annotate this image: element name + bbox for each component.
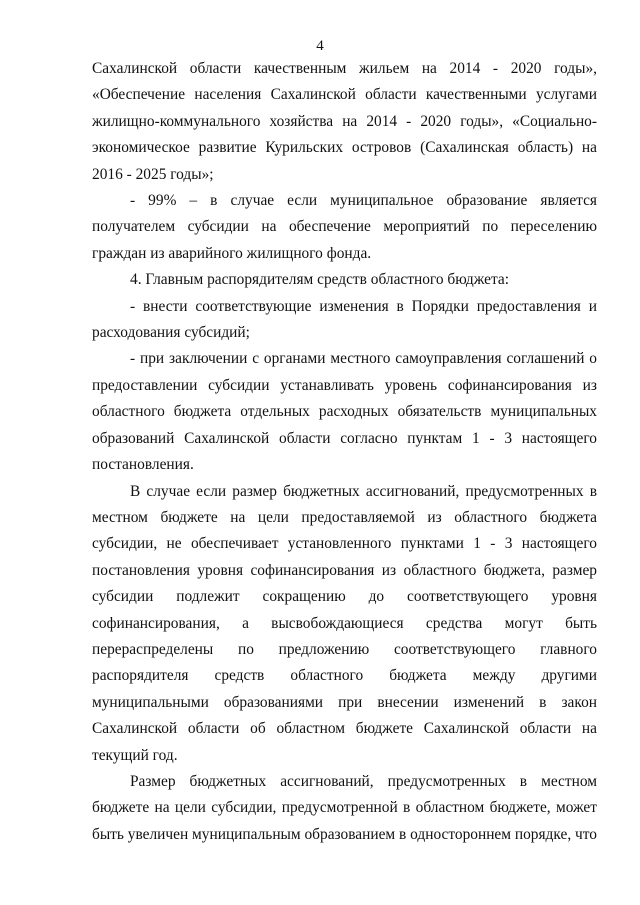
paragraph-amend-procedures: - внести соответствующие изменения в Порядки предоставления и расходования субсидий; xyxy=(92,297,597,342)
paragraph-99-percent: - 99% – в случае если муниципальное образование является получателем субсидии на обеспечение мероприятий по переселению граждан из аварийного жилищного фонда. xyxy=(92,192,597,262)
page-number: 4 xyxy=(316,38,324,54)
paragraph-agreements: - при заключении с органами местного самоуправления соглашений о предоставлении субсидии устанавливать уровень софинансирования из областного бюджета отдельных расходных обязательств муниципальных образований Сахалинской области согласно пунктам 1 - 3 настоящего постановления. xyxy=(92,350,597,474)
paragraph-program-list: Сахалинской области качественным жильем на 2014 - 2020 годы», «Обеспечение населения Сахалинской области качественными услугами жилищно-коммунального хозяйства на 2014 - 2020 годы», «Социально-экономическое развитие Курильских островов (Сахалинская область) на 2016 - 2025 годы»; xyxy=(92,60,597,183)
document-body xyxy=(92,56,597,848)
paragraph-budget-reduction: В случае если размер бюджетных ассигнований, предусмотренных в местном бюджете на цели предоставляемой из областного бюджета субсидии, не обеспечивает установленного пунктами 1 - 3 настоящего постановления уровня софинансирования из областного бюджета, размер субсидии подлежит сокращению до соответствующего уровня софинансирования, а высвобождающиеся средства могут быть перераспределены по предложению соответствующего главного распорядителя средств областного бюджета между другими муниципальными образованиями при внесении изменений в закон Сахалинской области об областном бюджете Сахалинской области на текущий год. xyxy=(92,482,597,764)
paragraph-budget-increase: Размер бюджетных ассигнований, предусмотренных в местном бюджете на цели субсидии, предусмотренной в областном бюджете, может быть увеличен муниципальным образованием в одностороннем порядке, что xyxy=(92,772,597,843)
paragraph-item-4: 4. Главным распорядителям средств областного бюджета: xyxy=(130,271,510,289)
